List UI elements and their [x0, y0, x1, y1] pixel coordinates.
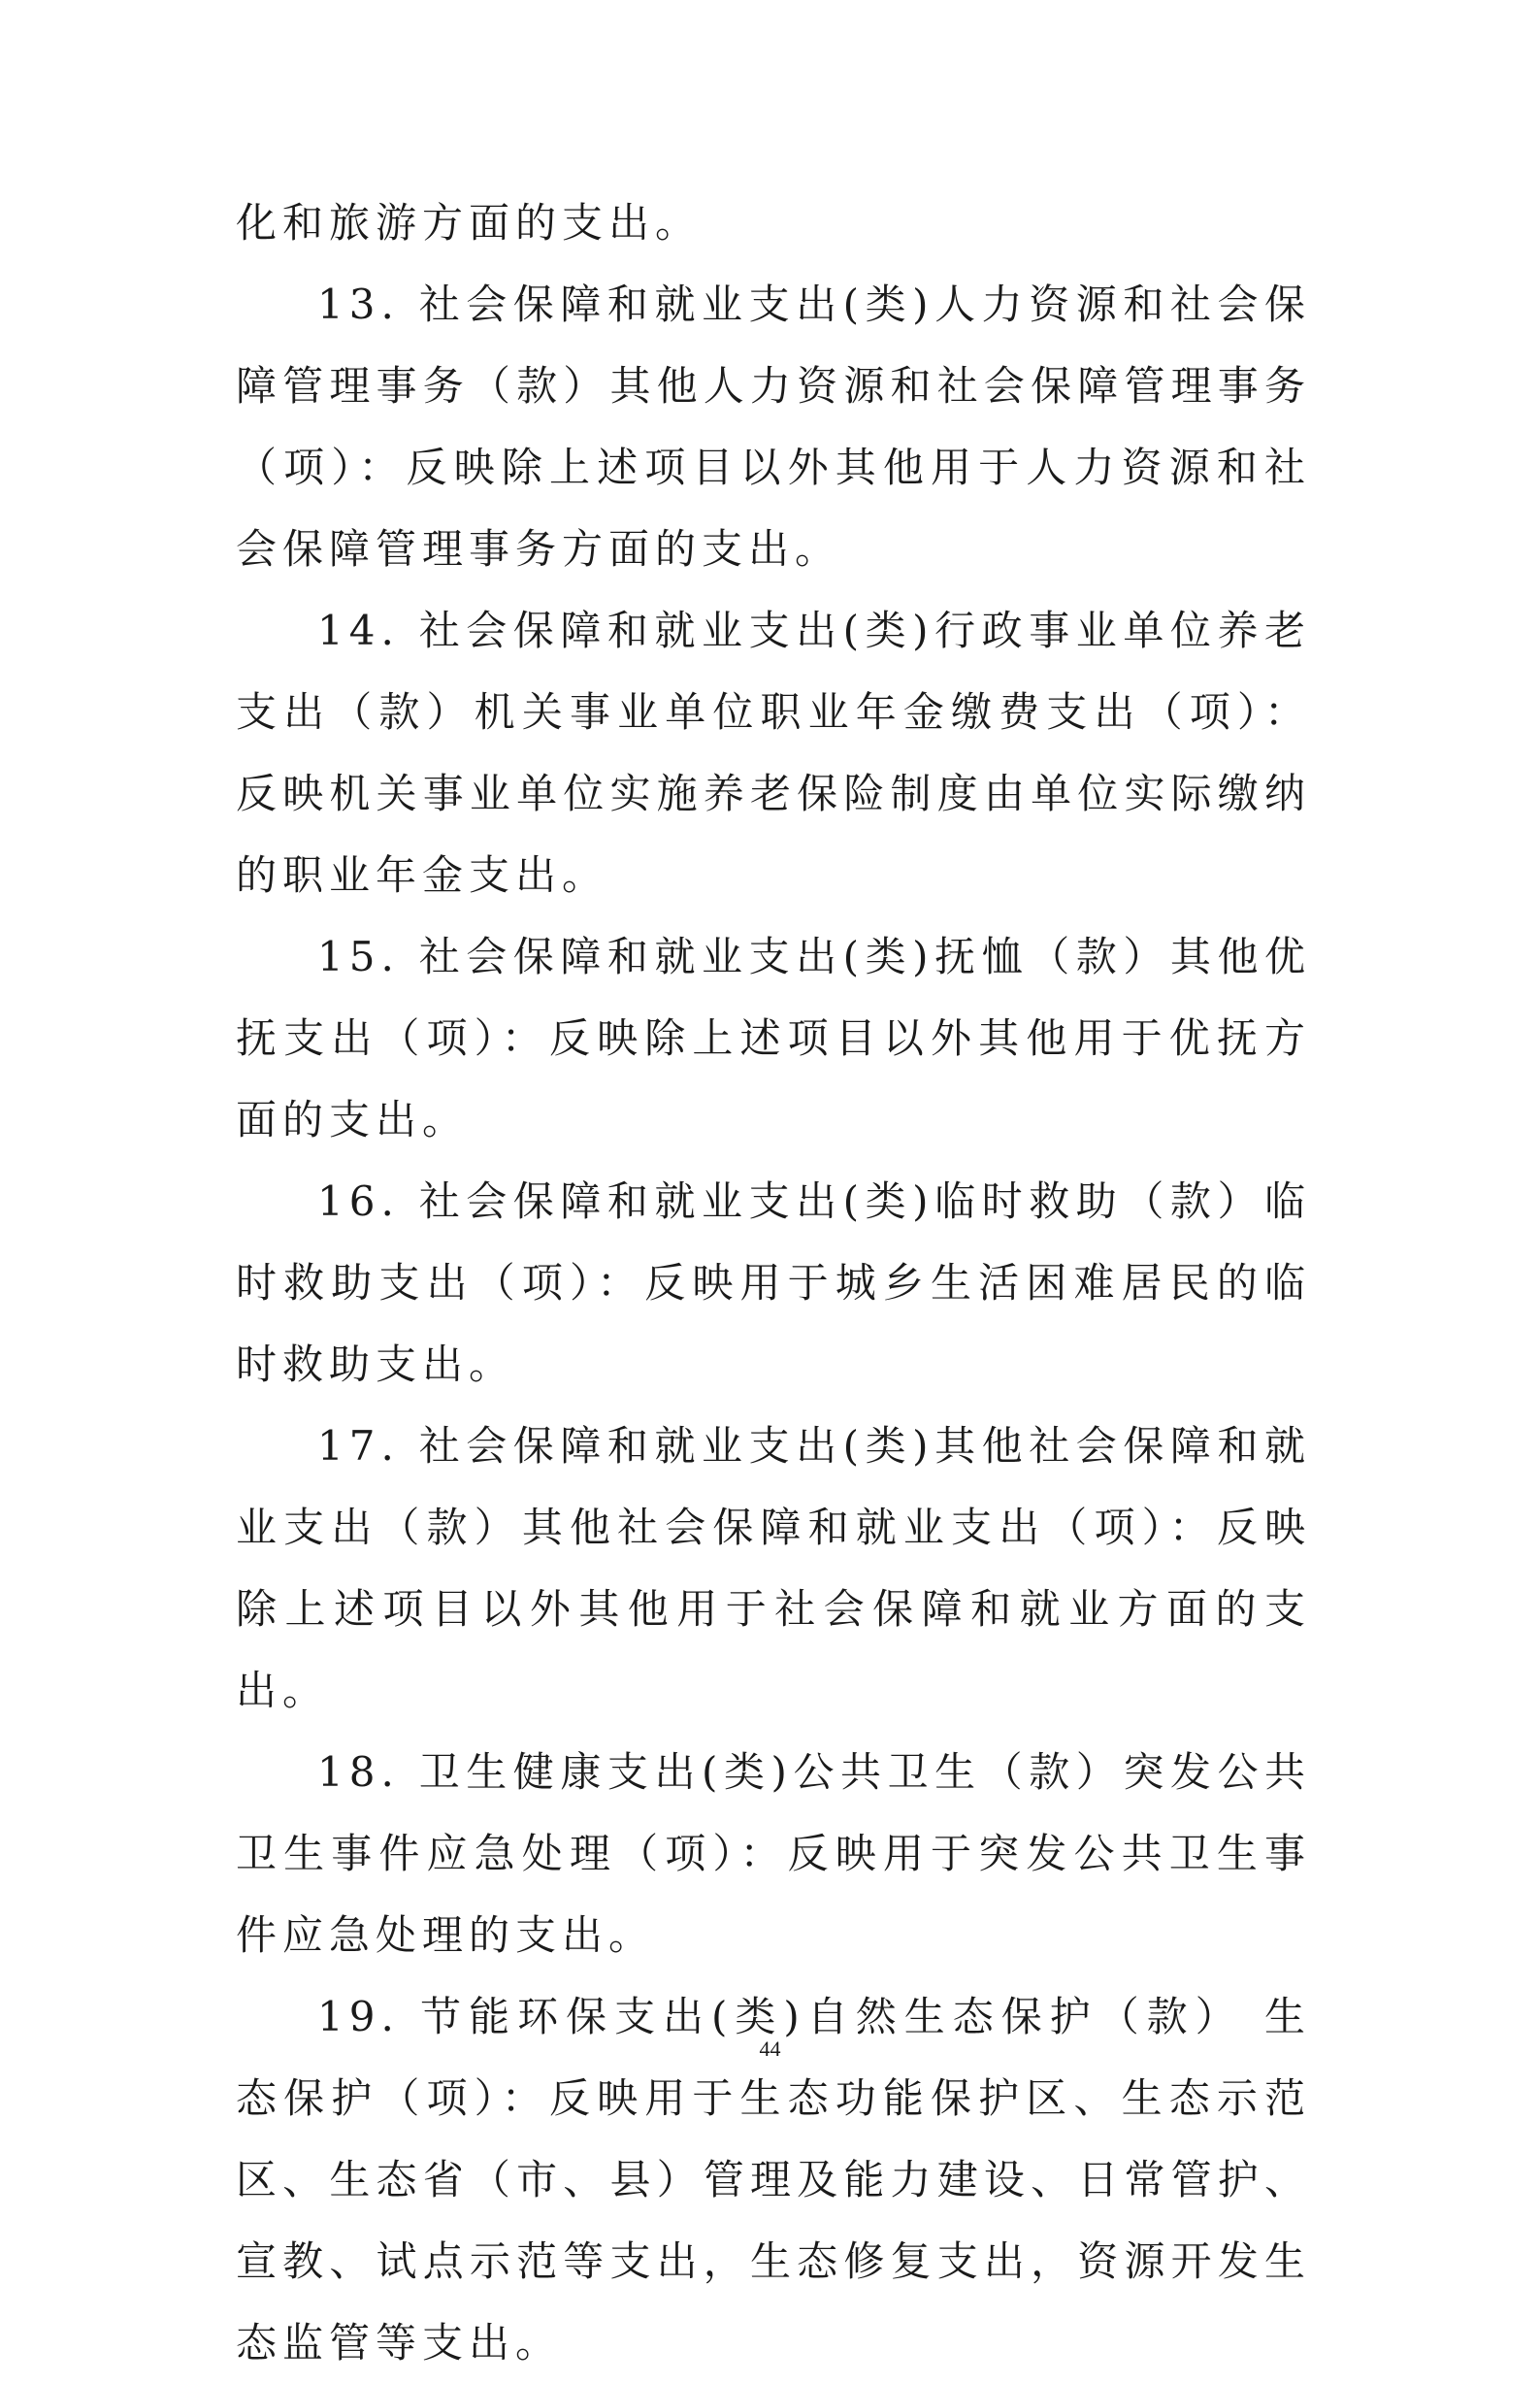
paragraph-continuation: 化和旅游方面的支出。: [236, 199, 703, 247]
paragraph-item-13: 13. 社会保障和就业支出(类)人力资源和社会保障管理事务（款）其他人力资源和社会保障管理事务（项）：反映除上述项目以外其他用于人力资源和社会保障管理事务方面的支出。: [236, 281, 1311, 573]
paragraph-item-17: 17. 社会保障和就业支出(类)其他社会保障和就业支出（款）其他社会保障和就业支出（项）：反映除上述项目以外其他用于社会保障和就业方面的支出。: [236, 1422, 1311, 1714]
paragraph-item-16: 16. 社会保障和就业支出(类)临时救助（款）临时救助支出（项）：反映用于城乡生活困难居民的临时救助支出。: [236, 1177, 1311, 1388]
paragraph-item-14: 14. 社会保障和就业支出(类)行政事业单位养老支出（款）机关事业单位职业年金缴费支出（项）：反映机关事业单位实施养老保险制度由单位实际缴纳的职业年金支出。: [236, 607, 1311, 899]
paragraph-item-19: 19. 节能环保支出(类)自然生态保护（款） 生态保护（项）：反映用于生态功能保护区、生态示范区、生态省（市、县）管理及能力建设、日常管护、宣教、试点示范等支出，生态修复支出，资源开发生态监管等支出。: [236, 1993, 1311, 2367]
paragraph-item-18: 18. 卫生健康支出(类)公共卫生（款）突发公共卫生事件应急处理（项）：反映用于突发公共卫生事件应急处理的支出。: [236, 1748, 1311, 1959]
paragraph-item-15: 15. 社会保障和就业支出(类)抚恤（款）其他优抚支出（项）：反映除上述项目以外其他用于优抚方面的支出。: [236, 933, 1311, 1143]
page-number: 44: [759, 2036, 781, 2061]
